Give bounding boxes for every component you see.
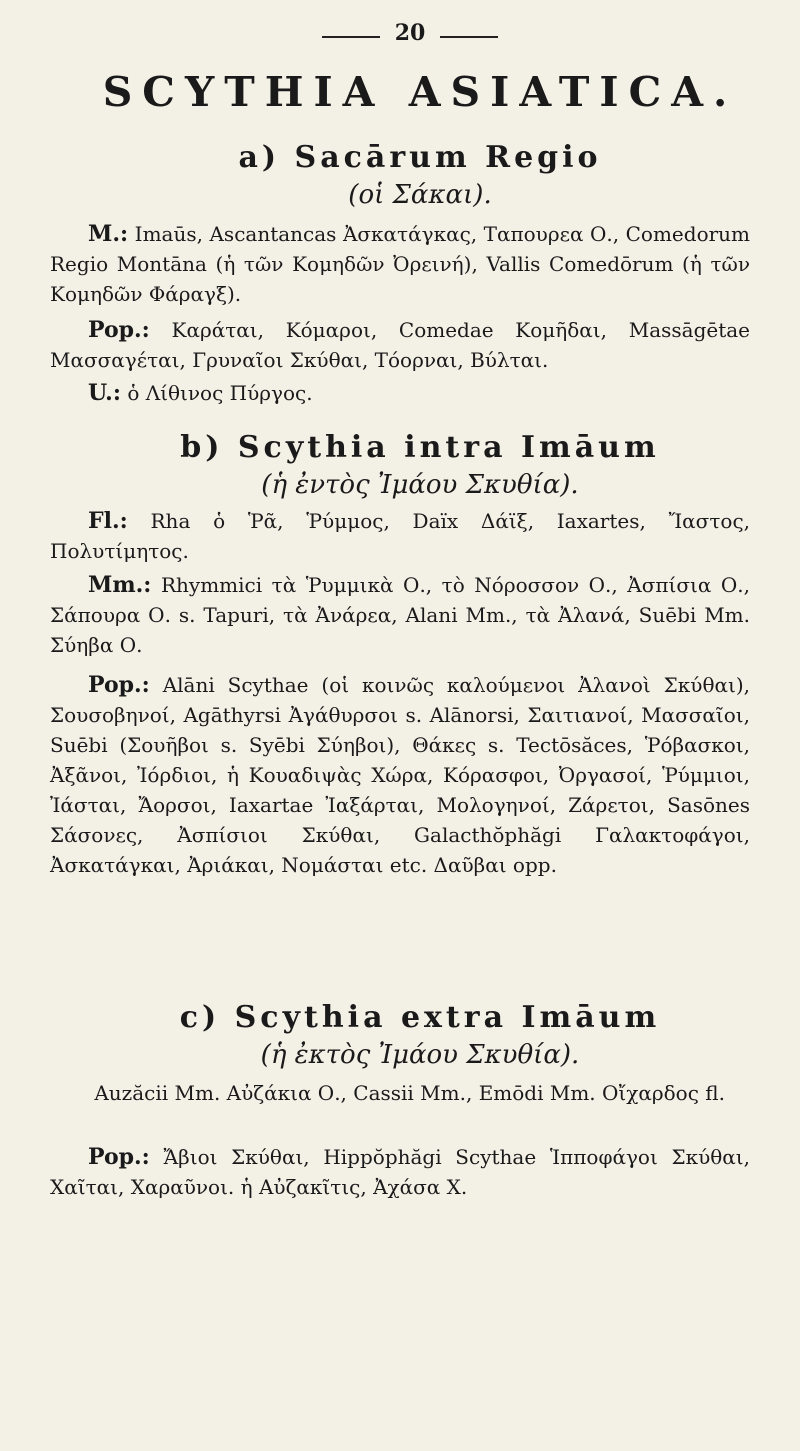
page-number: 20 <box>394 20 426 46</box>
header-rule-left <box>322 36 380 38</box>
paragraph-text: Rhymmici τὰ Ῥυμμικὰ Ο., τὸ Νόροσσον Ο., Ἀσπίσια Ο., Σάπουρα Ο. s. Tapuri, τὰ Ἀνάρεα, Alani Mm., τὰ Ἀλανά, Suēbi Mm. Σύηβα Ο. <box>50 573 751 657</box>
paragraph-lead: Pop.: <box>88 317 150 343</box>
paragraph-text: Imaūs, Ascantancas Ἀσκατάγκας, Ταπουρεα Ο., Comedorum Regio Montāna (ἡ τῶν Κομηδῶν Ὀρεινή), Vallis Comedōrum (ἡ τῶν Κομηδῶν Φάραγξ). <box>50 222 751 306</box>
paragraph-lead: M.: <box>88 221 129 247</box>
section-c-paragraph-2 <box>50 1142 750 1202</box>
paragraph-text: Καράται, Κόμαροι, Comedae Κομῆδαι, Massāgētae Μασσαγέται, Γρυναῖοι Σκύθαι, Τόορναι, Βύλται. <box>50 318 751 372</box>
paragraph-lead: Pop.: <box>88 1144 150 1170</box>
section-b-paragraph-1 <box>50 506 750 566</box>
paragraph-lead: Fl.: <box>88 508 128 534</box>
paragraph-text: Rha ὁ Ῥᾶ, Ῥύμμος, Daïx Δάϊξ, Iaxartes, Ἴαστος, Πολυτίμητος. <box>50 509 750 563</box>
section-c-subheading: (ἡ ἐκτὸς Ἰμάου Σκυθία). <box>260 1040 580 1070</box>
section-c-heading: c) Scythia extra Imāum <box>179 1000 661 1035</box>
section-a-paragraph-3 <box>50 378 750 408</box>
section-a-heading: a) Sacārum Regio <box>238 140 602 175</box>
header-rule-right <box>440 36 498 38</box>
section-a-paragraph-1 <box>50 219 750 309</box>
paragraph-text: Auzăcii Mm. Αὐζάκια Ο., Cassii Mm., Emōdi Mm. Οἴχαρδος fl. <box>94 1081 725 1105</box>
section-a-paragraph-2 <box>50 315 750 375</box>
section-b-heading: b) Scythia intra Imāum <box>180 430 660 465</box>
paragraph-lead: Pop.: <box>88 672 150 698</box>
paragraph-text: Alāni Scythae (οἱ κοινῶς καλούμενοι Ἀλανοὶ Σκύθαι), Σουσοβηνοί, Agāthyrsi Ἀγάθυρσοι s. Alānorsi, Σαιτιανοί, Μασσαῖοι, Suēbi (Σουῆβοι s. Syēbi Σύηβοι), Θάκες s. Tectōsăces, Ῥόβασκοι, Ἀξᾶνοι, Ἰόρδιοι, ἡ Κουαδιψὰς Χώρα, Κόρασφοι, Ὀργασοί, Ῥύμμιοι, Ἰάσται, Ἄορσοι, Iaxartae Ἰαξάρται, Μολογηνοί, Ζάρετοι, Sasōnes Σάσονες, Ἀσπίσιοι Σκύθαι, Galacthŏphăgi Γαλακτοφάγοι, Ἀσκατάγκαι, Ἀριάκαι, Νομάσται etc. Δαῦβαι opp. <box>50 673 750 877</box>
section-b-paragraph-3 <box>50 670 750 880</box>
main-title: SCYTHIA ASIATICA. <box>102 68 738 116</box>
section-c-paragraph-1 <box>50 1078 750 1108</box>
section-b-paragraph-2 <box>50 570 750 660</box>
page-header <box>50 20 760 50</box>
paragraph-lead: Mm.: <box>88 572 152 598</box>
section-b-subheading: (ἡ ἐντὸς Ἰμάου Σκυθία). <box>261 470 579 500</box>
paragraph-text: Ἄβιοι Σκύθαι, Hippŏphăgi Scythae Ἱπποφάγοι Σκύθαι, Χαῖται, Χαραῦνοι. ἡ Αὐζακῖτις, Ἀχάσα Χ. <box>50 1145 751 1199</box>
paragraph-text: ὁ Λίθινος Πύργος. <box>127 381 313 405</box>
section-a-subheading: (οἱ Σάκαι). <box>348 180 492 210</box>
paragraph-lead: U.: <box>88 380 121 406</box>
